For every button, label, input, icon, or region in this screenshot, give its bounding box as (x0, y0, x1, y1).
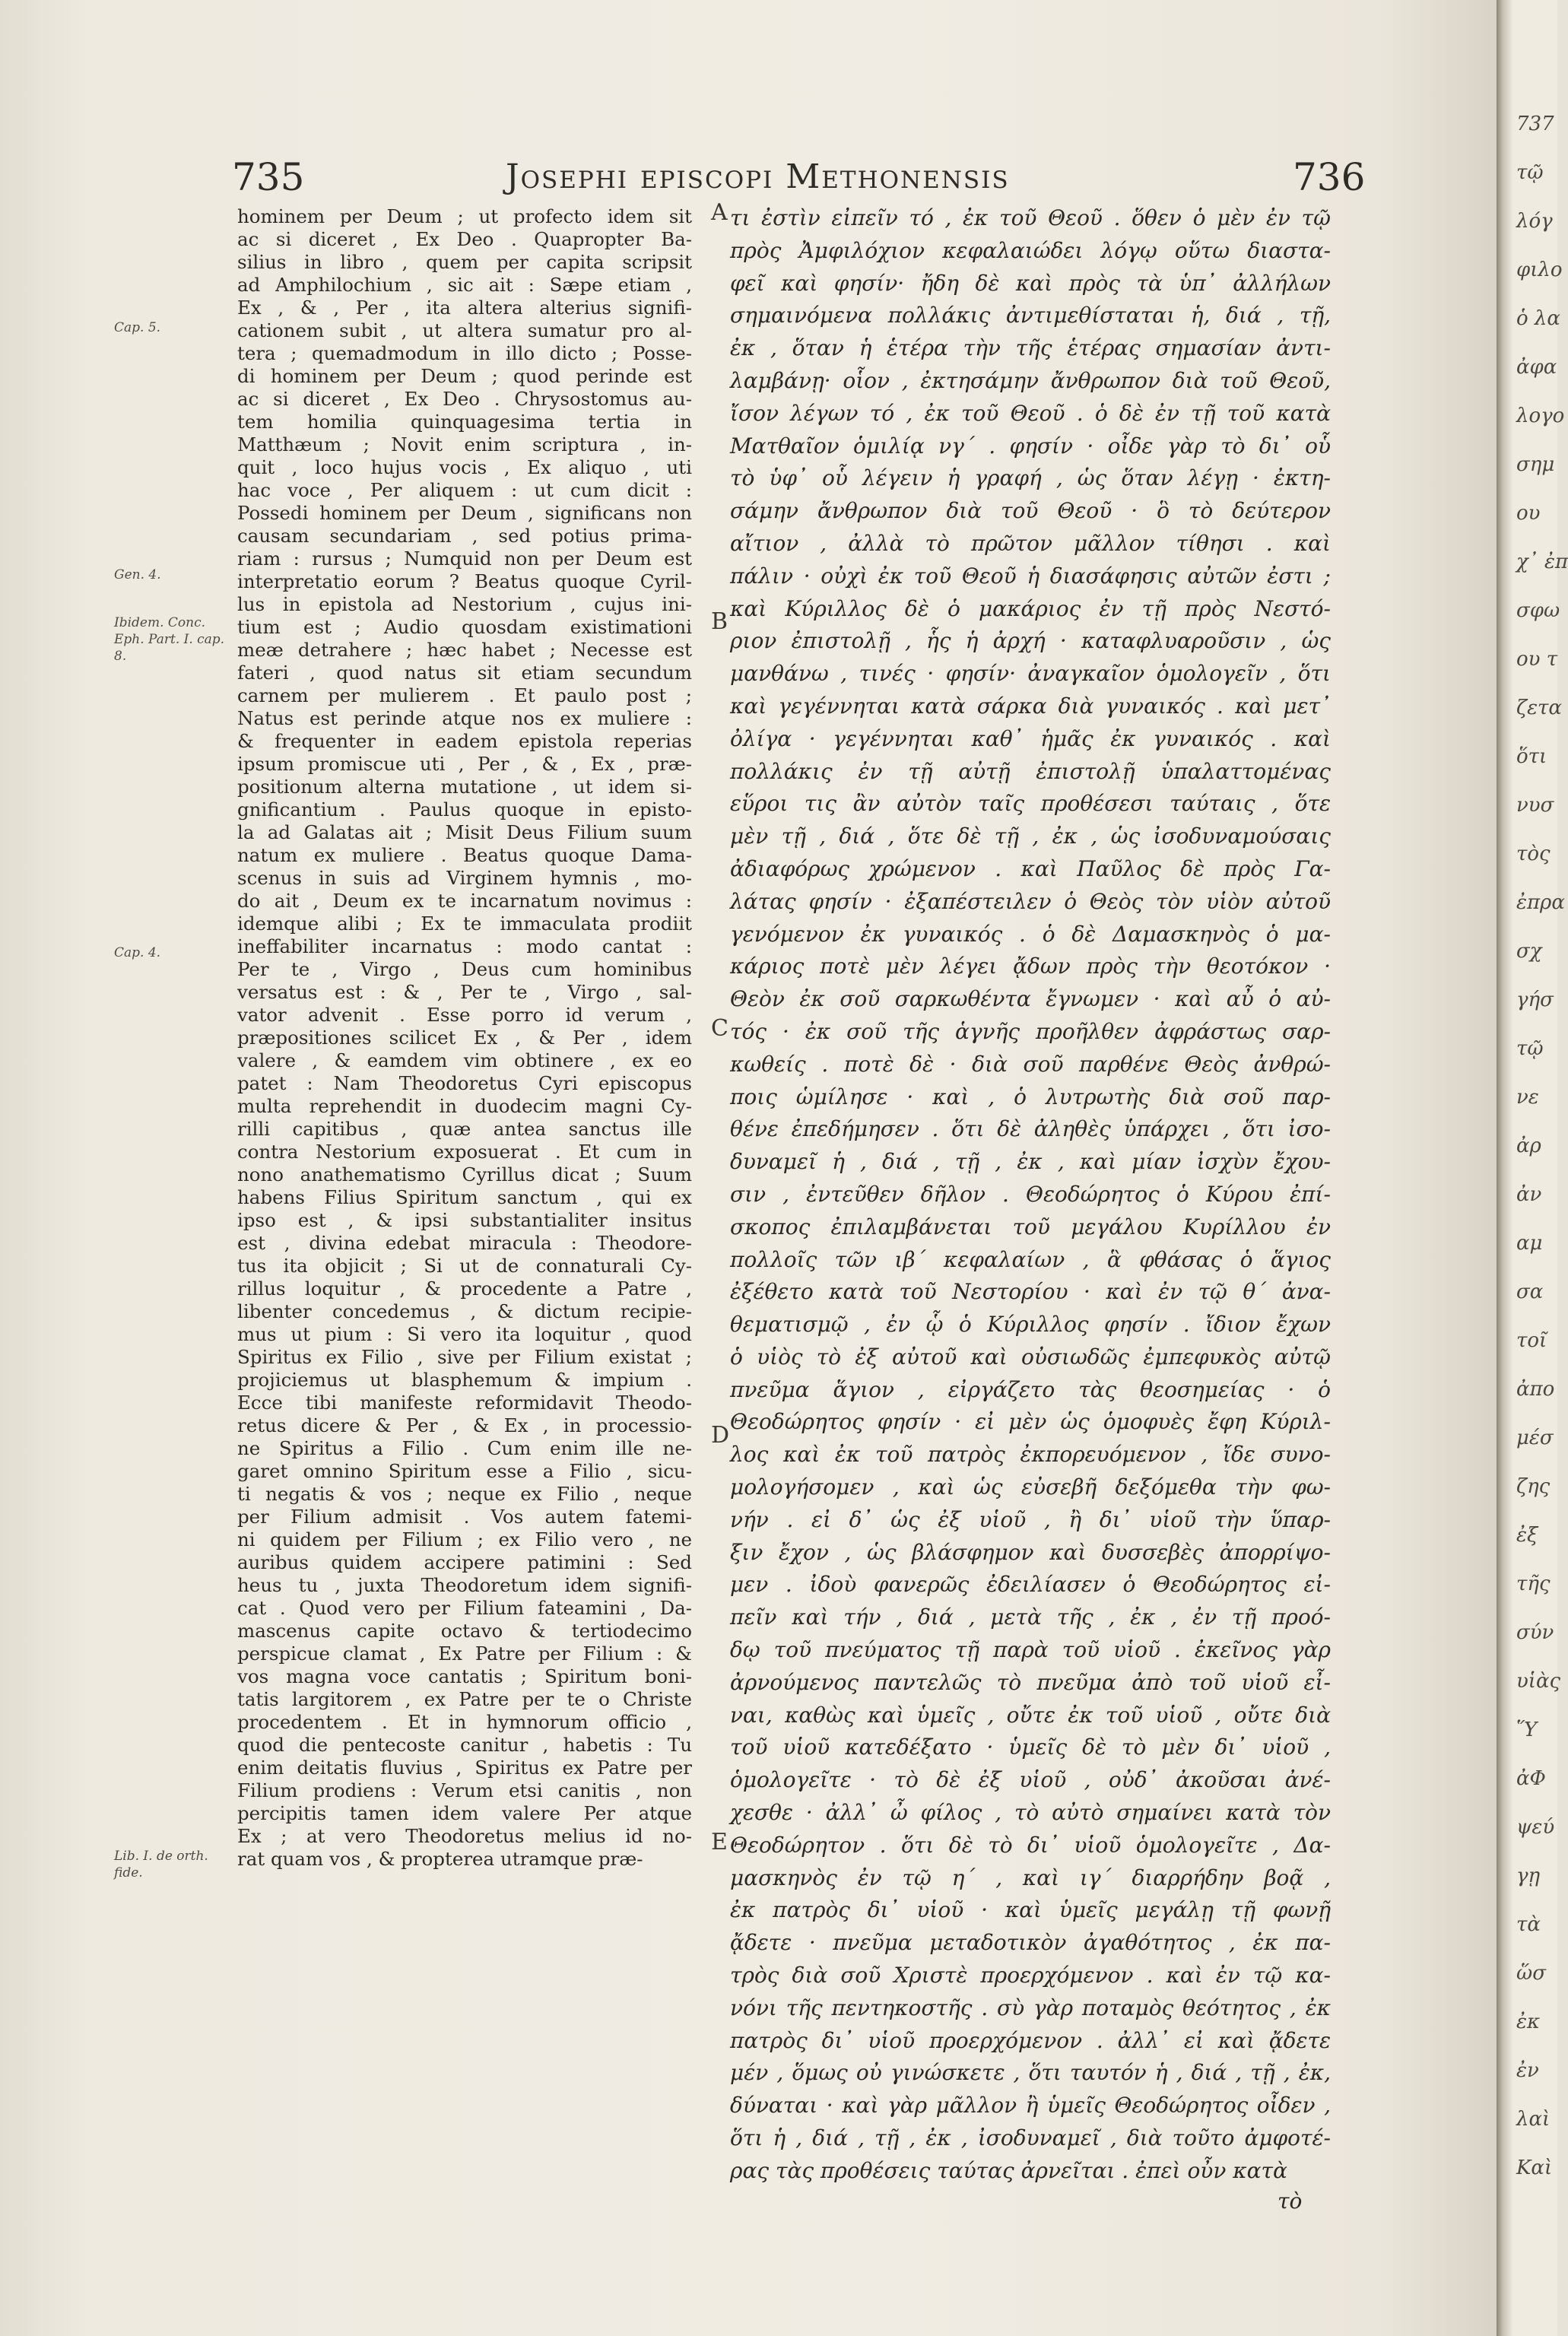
greek-line: ριον ἐπιστολῇ , ἧς ἡ ἀρχή · καταφλυαροῦσιν , ὡς (730, 628, 1331, 654)
greek-line: ἴσον λέγων τό , ἐκ τοῦ Θεοῦ . ὁ δὲ ἐν τῇ τοῦ κατὰ (730, 400, 1331, 426)
latin-line: Matthæum ; Novit enim scriptura , in- (237, 433, 692, 455)
latin-line: mus ut pium : Si vero ita loquitur , quod (237, 1323, 692, 1345)
book-gutter (1497, 0, 1513, 2336)
latin-line: interpretatio eorum ? Beatus quoque Cyril- (237, 570, 692, 592)
right-page-fragment: τῷ (1516, 1037, 1544, 1060)
greek-line: πρὸς Ἀμφιλόχιον κεφαλαιώδει λόγῳ οὕτω διαστα- (730, 237, 1331, 263)
latin-line: heus tu , juxta Theodoretum idem signifi- (237, 1574, 692, 1596)
margin-note: Gen. 4. (114, 567, 161, 582)
section-letter-a: A (711, 199, 728, 226)
latin-line: ipso est , & ipsi substantialiter insitus (237, 1209, 692, 1231)
greek-line: μὲν τῇ , διά , ὅτε δὲ τῇ , ἐκ , ὡς ἰσοδυναμούσαις (730, 824, 1331, 849)
greek-line: τός · ἐκ σοῦ τῆς ἁγνῆς προῆλθεν ἀφράστως σαρ- (730, 1018, 1331, 1044)
greek-line: πατρὸς δι᾽ υἱοῦ προερχόμενον . ἀλλ᾽ εἰ καὶ ᾄδετε (730, 2027, 1331, 2053)
greek-line: ξιν ἔχον , ὡς βλάσφημον καὶ δυσσεβὲς ἀπορρίψο- (730, 1539, 1331, 1565)
latin-line: ipsum promiscue uti , Per , & , Ex , præ- (237, 753, 692, 775)
latin-line: perspicue clamat , Ex Patre per Filium : & (237, 1642, 692, 1665)
latin-line: præpositiones scilicet Ex , & Per , idem (237, 1027, 692, 1049)
greek-line: λος καὶ ἐκ τοῦ πατρὸς ἐκπορευόμενον , ἴδε συνο- (730, 1442, 1331, 1468)
greek-line: Ματθαῖον ὁμιλίᾳ νγ´ . φησίν · οἶδε γὰρ τὸ δι᾽ οὗ (730, 433, 1331, 459)
greek-line: πολλάκις ἐν τῇ αὐτῇ ἐπιστολῇ ὑπαλαττομένας (730, 758, 1331, 784)
latin-line: scenus in suis ad Virginem hymnis , mo- (237, 867, 692, 889)
latin-line: mascenus capite octavo & tertiodecimo (237, 1620, 692, 1642)
greek-line: ποις ὡμίλησε · καὶ , ὁ λυτρωτὴς διὰ σοῦ παρ- (730, 1084, 1331, 1109)
right-page-fragment: σχ (1516, 940, 1542, 963)
latin-line: Ecce tibi manifeste reformidavit Theodo- (237, 1392, 692, 1414)
latin-line: tera ; quemadmodum in illo dicto ; Posse- (237, 342, 692, 364)
latin-line: meæ detrahere ; hæc habet ; Necesse est (237, 639, 692, 661)
right-page-fragment: αμ (1516, 1232, 1543, 1255)
right-page-fragment: σύν (1516, 1621, 1554, 1644)
latin-line: lus in epistola ad Nestorium , cujus ini- (237, 593, 692, 615)
right-page-fragment: Καὶ (1516, 2157, 1553, 2179)
latin-line: la ad Galatas ait ; Misit Deus Filium suum (237, 821, 692, 843)
page-number-left: 735 (232, 155, 305, 199)
margin-note: Ibidem. Conc. Eph. Part. I. cap. 8. (114, 615, 225, 664)
latin-line: ni quidem per Filium ; ex Filio vero , ne (237, 1528, 692, 1550)
margin-note: Cap. 4. (114, 945, 161, 960)
section-letter-d: D (711, 1422, 730, 1449)
latin-line: ineffabiliter incarnatus : modo cantat : (237, 935, 692, 957)
right-page-fragment: ὁ λα (1516, 307, 1560, 330)
right-page-fragment: μέσ (1516, 1427, 1554, 1449)
greek-line: γενόμενον ἐκ γυναικός . ὁ δὲ Δαμασκηνὸς ὁ μα- (730, 921, 1331, 947)
latin-line: garet omnino Spiritum esse a Filio , sicu- (237, 1460, 692, 1482)
greek-line: κωθείς . ποτὲ δὲ · διὰ σοῦ παρθένε Θεὸς ἀνθρώ- (730, 1051, 1331, 1077)
latin-line: ac si diceret , Ex Deo . Quapropter Ba- (237, 228, 692, 250)
right-page-fragment: ἀφα (1516, 356, 1557, 379)
latin-line: di hominem per Deum ; quod perinde est (237, 365, 692, 387)
greek-line: νήν . εἰ δ᾽ ὡς ἐξ υἱοῦ , ἢ δι᾽ υἱοῦ τὴν ὕπαρ- (730, 1506, 1331, 1532)
latin-line: silius in libro , quem per capita scripsit (237, 251, 692, 273)
greek-line: μέν , ὅμως οὐ γινώσκετε , ὅτι ταυτόν ἡ , διά , τῇ , ἐκ, (730, 2060, 1331, 2086)
greek-line: δῳ τοῦ πνεύματος τῇ παρὰ τοῦ υἱοῦ . ἐκεῖνος γὰρ (730, 1637, 1331, 1663)
latin-line: tatis largitorem , ex Patre per te o Christe (237, 1688, 692, 1710)
greek-line: καὶ γεγέννηται κατὰ σάρκα διὰ γυναικός . καὶ μετ᾽ (730, 693, 1331, 719)
right-page-fragment: τοῖ (1516, 1329, 1547, 1352)
latin-line: ad Amphilochium , sic ait : Sæpe etiam , (237, 274, 692, 296)
latin-line: hominem per Deum ; ut profecto idem sit (237, 205, 692, 227)
latin-line: positionum alterna mutatione , ut idem si- (237, 776, 692, 798)
right-page-fragment: Ὕ (1516, 1719, 1538, 1741)
section-letter-e: E (711, 1829, 728, 1855)
greek-line: Θεοδώρητος φησίν · εἰ μὲν ὡς ὁμοφυὲς ἔφη Κύριλ- (730, 1409, 1331, 1435)
greek-line: τρὸς διὰ σοῦ Χριστὲ προερχόμενον . καὶ ἐν τῷ κα- (730, 1963, 1331, 1988)
latin-line: fateri , quod natus sit etiam secundum (237, 662, 692, 684)
latin-line: ti negatis & vos ; neque ex Filio , neque (237, 1483, 692, 1505)
right-page-fragment: ἐν (1516, 2059, 1539, 2082)
greek-line: μανθάνω , τινές · φησίν· ἀναγκαῖον ὁμολογεῖν , ὅτι (730, 661, 1331, 687)
margin-note: Cap. 5. (114, 320, 161, 335)
greek-line: θεματισμῷ , ἐν ᾧ ὁ Κύριλλος φησίν . ἴδιον ἔχων (730, 1312, 1331, 1338)
latin-line: carnem per mulierem . Et paulo post ; (237, 684, 692, 706)
latin-line: procedentem . Et in hymnorum officio , (237, 1711, 692, 1733)
greek-line: ἀδιαφόρως χρώμενον . καὶ Παῦλος δὲ πρὸς Γα- (730, 855, 1331, 881)
catchword: τὸ (1278, 2188, 1303, 2214)
running-title: Josephi episcopi Methonensis (506, 157, 1010, 196)
greek-line: λάτας φησίν · ἐξαπέστειλεν ὁ Θεὸς τὸν υἱὸν αὐτοῦ (730, 888, 1331, 914)
right-page-fragment: νε (1516, 1086, 1539, 1109)
greek-line: ἐξέθετο κατὰ τοῦ Νεστορίου · καὶ ἐν τῷ θ´ ἀνα- (730, 1279, 1331, 1305)
greek-line: λαμβάνῃ· οἷον , ἐκτησάμην ἄνθρωπον διὰ τοῦ Θεοῦ, (730, 367, 1331, 393)
latin-line: & frequenter in eadem epistola reperias (237, 730, 692, 752)
latin-line: valere , & eamdem vim obtinere , ex eo (237, 1049, 692, 1071)
latin-line: nono anathematismo Cyrillus dicat ; Suum (237, 1163, 692, 1185)
latin-line: vator advenit . Esse porro id verum , (237, 1004, 692, 1026)
latin-line: rilli capitibus , quæ antea sanctus ille (237, 1118, 692, 1140)
greek-line: ὁμολογεῖτε · τὸ δὲ ἐξ υἱοῦ , οὐδ᾽ ἀκοῦσαι ἀνέ- (730, 1767, 1331, 1793)
right-page-fragment: νυσ (1516, 794, 1554, 817)
right-page-fragment: τὸς (1516, 843, 1551, 865)
latin-line: cat . Quod vero per Filium fateamini , Da- (237, 1597, 692, 1619)
latin-line: libenter concedemus , & dictum recipie- (237, 1300, 692, 1322)
latin-line: rat quam vos , & propterea utramque præ- (237, 1848, 643, 1870)
latin-line: Possedi hominem per Deum , significans non (237, 502, 692, 524)
latin-line: rillus loquitur , & procedente a Patre , (237, 1278, 692, 1300)
greek-line: μασκηνὸς ἐν τῷ η´ , καὶ ιγ´ διαρρήδην βοᾷ , (730, 1865, 1331, 1890)
greek-line: τὸ ὑφ᾽ οὗ λέγειν ἡ γραφή , ὡς ὅταν λέγῃ · ἐκτη- (730, 465, 1331, 491)
greek-line: Θεοδώρητον . ὅτι δὲ τὸ δι᾽ υἱοῦ ὁμολογεῖτε , Δα- (730, 1832, 1331, 1858)
right-page-fragment: ου (1516, 502, 1541, 525)
latin-column (237, 205, 692, 1871)
latin-line: est , divina edebat miracula : Theodore- (237, 1232, 692, 1254)
section-letter-c: C (711, 1015, 728, 1042)
latin-line: Ex , & , Per , ita altera alterius signifi- (237, 297, 692, 319)
greek-line: τι ἐστὶν εἰπεῖν τό , ἐκ τοῦ Θεοῦ . ὅθεν ὁ μὲν ἐν τῷ (730, 205, 1331, 230)
greek-line: Θεὸν ἐκ σοῦ σαρκωθέντα ἔγνωμεν · καὶ αὖ ὁ αὐ- (730, 986, 1331, 1012)
latin-line: tem homilia quinquagesima tertia in (237, 411, 692, 433)
right-page-fragment: ὥσ (1516, 1962, 1546, 1985)
greek-line: καὶ Κύριλλος δὲ ὁ μακάριος ἐν τῇ πρὸς Νεστό- (730, 595, 1331, 621)
latin-line: idemque alibi ; Ex te immaculata prodiit (237, 912, 692, 935)
greek-line: σάμην ἄνθρωπον διὰ τοῦ Θεοῦ · ὃ τὸ δεύτερον (730, 498, 1331, 524)
latin-line: ne Spiritus a Filio . Cum enim ille ne- (237, 1437, 692, 1459)
latin-line: Per te , Virgo , Deus cum hominibus (237, 958, 692, 980)
latin-line: versatus est : & , Per te , Virgo , sal- (237, 981, 692, 1003)
greek-line: ἐκ , ὅταν ἡ ἑτέρα τὴν τῆς ἑτέρας σημασίαν ἀντι- (730, 335, 1331, 361)
greek-line: σιν , ἐντεῦθεν δῆλον . Θεοδώρητος ὁ Κύρου ἐπί- (730, 1181, 1331, 1207)
greek-line: ἐκ πατρὸς δι᾽ υἱοῦ · καὶ ὑμεῖς μεγάλῃ τῇ φωνῇ (730, 1897, 1331, 1923)
greek-line: πεῖν καὶ τήν , διά , μετὰ τῆς , ἐκ , ἐν τῇ προό- (730, 1604, 1331, 1630)
right-page-fragment: τὰ (1516, 1913, 1541, 1936)
greek-line: σημαινόμενα πολλάκις ἀντιμεθίσταται ἡ, διά , τῇ, (730, 303, 1331, 328)
greek-line: ναι, καθὼς καὶ ὑμεῖς , οὔτε ἐκ τοῦ υἱοῦ , οὔτε διὰ (730, 1702, 1331, 1728)
right-page-fragment: τῆς (1516, 1573, 1551, 1595)
margin-note: Lib. I. de orth. fide. (114, 1849, 208, 1881)
greek-line: ὅτι ἡ , διά , τῇ , ἐκ , ἰσοδυναμεῖ , διὰ τοῦτο ἀμφοτέ- (730, 2125, 1331, 2151)
latin-line: vos magna voce cantatis ; Spiritum boni- (237, 1665, 692, 1687)
latin-line: enim deitatis fluvius , Spiritus ex Patre per (237, 1757, 692, 1779)
latin-line: contra Nestorium exposuerat . Et cum in (237, 1141, 692, 1163)
latin-line: patet : Nam Theodoretus Cyri episcopus (237, 1072, 692, 1094)
right-page-fragment: γήσ (1516, 989, 1554, 1011)
right-page-fragment: ἐκ (1516, 2011, 1541, 2033)
greek-line: δυναμεῖ ἡ , διά , τῇ , ἐκ , καὶ μίαν ἰσχὺν ἔχου- (730, 1149, 1331, 1175)
greek-line: ρας τὰς προθέσεις ταύτας ἀρνεῖται . ἐπεὶ οὖν κατὰ (730, 2157, 1287, 2183)
latin-line: habens Filius Spiritum sanctum , qui ex (237, 1186, 692, 1208)
latin-line: tus ita objicit ; Si ut de connaturali Cy- (237, 1255, 692, 1277)
greek-line: αἴτιον , ἀλλὰ τὸ πρῶτον μᾶλλον τίθησι . καὶ (730, 530, 1331, 556)
greek-line: πνεῦμα ἅγιον , εἰργάζετο τὰς θεοσημείας · ὁ (730, 1376, 1331, 1402)
right-page-fragment: χ᾽ ἐπ (1516, 551, 1568, 573)
latin-line: percipitis tamen idem valere Per atque (237, 1802, 692, 1824)
latin-line: multa reprehendit in duodecim magni Cy- (237, 1095, 692, 1117)
greek-line: ᾄδετε · πνεῦμα μεταδοτικὸν ἀγαθότητος , ἐκ πα- (730, 1930, 1331, 1956)
greek-line: δύναται · καὶ γὰρ μᾶλλον ἢ ὑμεῖς Θεοδώρητος οἶδεν , (730, 2093, 1331, 2119)
book-page-right-edge (1513, 0, 1568, 2336)
latin-line: auribus quidem accipere patimini : Sed (237, 1551, 692, 1573)
greek-line: χεσθε · ἀλλ᾽ ὦ φίλος , τὸ αὐτὸ σημαίνει κατὰ τὸν (730, 1800, 1331, 1826)
right-page-fragment: τῷ (1516, 161, 1544, 184)
greek-line: ὀλίγα · γεγέννηται καθ᾽ ἡμᾶς ἐκ γυναικός . καὶ (730, 725, 1331, 751)
page-number-right: 736 (1293, 155, 1366, 199)
right-page-fragment: ζης (1516, 1475, 1551, 1498)
latin-line: Ex ; at vero Theodoretus melius id no- (237, 1825, 692, 1847)
right-page-fragment: υἱὰς (1516, 1670, 1561, 1693)
right-page-fragment: σφω (1516, 599, 1560, 622)
greek-line: μεν . ἰδοὺ φανερῶς ἐδειλίασεν ὁ Θεοδώρητος εἰ- (730, 1572, 1331, 1598)
greek-line: μολογήσομεν , καὶ ὡς εὐσεβῆ δεξόμεθα τὴν φω- (730, 1474, 1331, 1500)
greek-line: ὁ υἱὸς τὸ ἐξ αὐτοῦ καὶ οὐσιωδῶς ἐμπεφυκὸς αὐτῷ (730, 1344, 1331, 1370)
greek-line: σκοπος ἐπιλαμβάνεται τοῦ μεγάλου Κυρίλλου ἐν (730, 1214, 1331, 1239)
latin-line: causam secundariam , sed potius prima- (237, 525, 692, 547)
right-page-fragment: 737 (1516, 113, 1554, 135)
latin-line: projiciemus ut blasphemum & impium . (237, 1369, 692, 1391)
right-page-fragment: ἀΦ (1516, 1767, 1546, 1790)
latin-line: hac voce , Per aliquem : ut cum dicit : (237, 479, 692, 501)
right-page-fragment: ἐπρα (1516, 891, 1565, 914)
greek-column (730, 202, 1331, 2188)
greek-line: εὕροι τις ἂν αὐτὸν ταῖς προθέσεσι ταύταις , ὅτε (730, 791, 1331, 817)
right-page-fragment: ἀρ (1516, 1135, 1541, 1157)
right-page-fragment: σημ (1516, 453, 1555, 476)
right-page-fragment: γῃ (1516, 1865, 1541, 1887)
right-page-fragment: ὅτι (1516, 745, 1547, 768)
greek-line: πολλοῖς τῶν ιβ´ κεφαλαίων , ἃ φθάσας ὁ ἅγιος (730, 1246, 1331, 1272)
greek-line: θένε ἐπεδήμησεν . ὅτι δὲ ἀληθὲς ὑπάρχει , ὅτι ἰσο- (730, 1116, 1331, 1142)
greek-line: νόνι τῆς πεντηκοστῆς . σὺ γὰρ ποταμὸς θεότητος , ἐκ (730, 1995, 1331, 2020)
greek-line: ἀρνούμενος παντελῶς τὸ πνεῦμα ἀπὸ τοῦ υἱοῦ εἶ- (730, 1669, 1331, 1695)
latin-line: Filium prodiens : Verum etsi canitis , non (237, 1779, 692, 1801)
right-page-fragment: ζετα (1516, 697, 1562, 719)
greek-line: τοῦ υἱοῦ κατεδέξατο · ὑμεῖς δὲ τὸ μὲν δι᾽ υἱοῦ , (730, 1735, 1331, 1760)
latin-line: cationem subit , ut altera sumatur pro al- (237, 319, 692, 341)
latin-line: tium est ; Audio quosdam existimationi (237, 616, 692, 638)
right-page-fragment: λόγ (1516, 210, 1553, 233)
latin-line: ac si diceret , Ex Deo . Chrysostomus au- (237, 388, 692, 410)
greek-line: φεῖ καὶ φησίν· ἤδη δὲ καὶ πρὸς τὰ ὑπ᾽ ἀλλήλων (730, 270, 1331, 296)
greek-line: πάλιν · οὐχὶ ἐκ τοῦ Θεοῦ ἡ διασάφησις αὐτῶν ἐστι ; (730, 563, 1331, 589)
latin-line: natum ex muliere . Beatus quoque Dama- (237, 844, 692, 866)
latin-line: Spiritus ex Filio , sive per Filium existat ; (237, 1346, 692, 1368)
right-page-fragment: λογο (1516, 405, 1565, 427)
right-page-fragment: λαὶ (1516, 2108, 1551, 2131)
section-letter-b: B (711, 608, 728, 635)
latin-line: Natus est perinde atque nos ex muliere : (237, 707, 692, 729)
right-page-fragment: ψεύ (1516, 1816, 1555, 1839)
latin-line: riam : rursus ; Numquid non per Deum est (237, 548, 692, 570)
right-page-fragment: σα (1516, 1281, 1544, 1303)
latin-line: quod die pentecoste canitur , habetis : Tu (237, 1734, 692, 1756)
right-page-fragment: ἀπο (1516, 1378, 1555, 1401)
latin-line: per Filium admisit . Vos autem fatemi- (237, 1506, 692, 1528)
right-page-fragment: ου τ (1516, 648, 1558, 671)
right-page-fragment: ἐξ (1516, 1524, 1538, 1547)
latin-line: do ait , Deum ex te incarnatum novimus : (237, 890, 692, 912)
right-page-fragment: φιλο (1516, 259, 1563, 281)
latin-line: quit , loco hujus vocis , Ex aliquo , uti (237, 456, 692, 478)
latin-line: retus dicere & Per , & Ex , in processio- (237, 1414, 692, 1436)
right-page-fragment: ἀν (1516, 1183, 1542, 1206)
greek-line: κάριος ποτὲ μὲν λέγει ᾄδων πρὸς τὴν θεοτόκον · (730, 954, 1331, 979)
latin-line: gnificantium . Paulus quoque in episto- (237, 798, 692, 820)
